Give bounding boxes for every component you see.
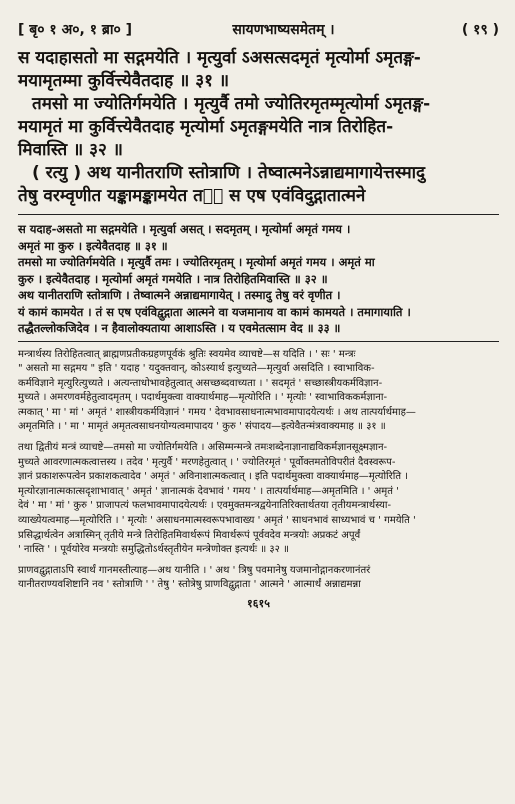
divider (18, 341, 499, 342)
divider (18, 214, 499, 215)
commentary-line: व्याख्येयत्वमाह—मृत्योरिति । ' मृत्योः ' असाधनमात्मस्वरूपभावाख्य ' अमृतं ' साधनभावं साध्यभावं च ' गमयेति ' (18, 515, 416, 527)
pada-line: यं कामं कामयेत । तं स एष एवंविद्वुद्गाता आत्मने वा यजमानाय वा कामं कामयते । तमागायाति । (18, 304, 411, 319)
pada-line: कुरु । इत्येवैतदाह । मृत्योर्मा अमृतं गमयेति । नात्र तिरोहितमिवास्ति ॥ ३२ ॥ (18, 271, 328, 286)
commentary (18, 348, 499, 594)
commentary-line: त्मकात् ' मा ' मां ' अमृतं ' शास्त्रीयकर्मविज्ञानं ' गमय ' देवभावसाधनात्मभावमापादयेत्यर्थः । अथ तात्पर्यार्थमाह— (18, 406, 416, 418)
commentary-line: कर्मविज्ञाने मृत्युरित्युच्यते । अत्यन्ताधोभावहेतुत्वात् असच्छब्दवाच्यता । ' सदमृतं ' सच्छास्त्रीयकर्मविज्ञान- (18, 377, 383, 389)
page-footer-number: १६१५ (247, 597, 270, 610)
commentary-line: ' नास्ति ' । पूर्वयोरेव मन्त्रयोः समुद्धितोऽर्थस्तृतीयेन मन्त्रेणोक्त इत्यर्थः ॥ ३२ ॥ (18, 544, 289, 556)
page-header (18, 20, 499, 39)
commentary-line: यानीतराण्यवशिष्टानि नव ' स्तोत्राणि ' ' तेषु ' स्तोत्रेषु प्राणविद्वुद्गाता ' आत्मने ' आत्मार्थं अन्नाद्यमन्ना (18, 579, 361, 591)
mantra-line: मयामृतं मा कुर्वित्त्येवैतदाह मृत्योर्मा ऽमृतङ्गमयेति नात्र तिरोहित- (18, 117, 394, 137)
mantra-text (18, 47, 499, 208)
pada-text (18, 221, 499, 337)
mantra-line: तेषु वरम्वृणीत यङ्कामङ्कामयेत तᳩँ स एष एवंविदुद्गातात्मने (18, 186, 366, 206)
pada-line: तमसो मा ज्योतिर्गमयेति । मृत्युर्वै तमः । ज्योतिरमृतम् । मृत्योर्मा अमृतं गमय । अमृतं मा (18, 255, 375, 269)
commentary-line: तथा द्वितीयं मन्त्रं व्याचष्टे—तमसो मा ज्योतिर्गमयेति । असिम्मन्मन्त्रे तमःशब्देनाज्ञानाद्यविकर्मज्ञानसूक्ष्मज्ञान- (18, 442, 388, 454)
mantra-line: मयामृतम्मा कुर्वित्त्येवैतदाह ॥ ३१ ॥ (18, 71, 230, 91)
pada-line: तद्धैतल्लोकजिदेव । न हैवालोक्यताया आशाऽस्ति । य एवमेतत्साम वेद ॥ ३३ ॥ (18, 321, 341, 335)
mantra-line: ( रत्यु ) अथ यानीतराणि स्तोत्राणि । तेष्वात्मनेऽन्नाद्यमागायेत्तस्मादु (32, 163, 426, 183)
pada-line: स यदाह-असतो मा सद्गमयेति । मृत्युर्वा असत् । सदमृतम् । मृत्योर्मा अमृतं गमय । (18, 222, 351, 236)
commentary-line: प्रसिद्धार्थत्वेन अत्रास्मिन् तृतीये मन्त्रे तिरोहितमिवार्थरूपं मिवार्थरूपं पूर्ववदेव मन्त्रयोः अप्रकटं अपूर्वं (18, 529, 361, 541)
commentary-line: मुच्यते आवरणात्मकत्वात्तस्य । तदेव ' मृत्युर्वै ' मरणहेतुत्वात् । ' ज्योतिरमृतं ' पूर्वोक्तमतोविपरीतं दैवस्वरूप- (18, 456, 396, 468)
commentary-line: देवं ' मा ' मां ' कुरु ' प्राजापत्यं फलभावमापादयेत्यर्थः । एवमुक्तमन्त्रद्वयेनातिरिक्तार्थतया तृतीयमन्त्रार्थस्या- (18, 500, 392, 512)
commentary-line: प्राणवद्वुद्गाताऽपि स्वार्थं गानमस्तीत्याह—अथ यानीति । ' अथ ' त्रिषु पवमानेषु यजमानोद्गानकरणानंतरं (18, 564, 371, 576)
commentary-line: " असतो मा सद्गमय " इति ' यदाह ' यदुक्तवान्, कोऽस्यार्थ इत्युच्यते—मृत्युर्वा असदिति । स्वाभाविक- (18, 363, 375, 375)
mantra-line: तमसो मा ज्योतिर्गमयेति । मृत्युर्वै तमो ज्योतिरमृतम्मृत्योर्मा ऽमृतङ्ग- (32, 94, 431, 114)
page-number: ( १९ ) (461, 22, 499, 38)
pada-line: अमृतं मा कुरु । इत्येवैतदाह ॥ ३१ ॥ (18, 238, 168, 253)
mantra-line: स यदाहासतो मा सद्गमयेति । मृत्युर्वा ऽअसत्सदमृतं मृत्योर्मा ऽमृतङ्ग- (18, 48, 421, 68)
commentary-line: अमृतमिति । ' मा ' मामृतं अमृतत्वसाधनयोग्यत्वमापादय ' कुरु ' संपादय—इत्येवैतन्मंत्रवाक्यमाह ॥ ३१ ॥ (18, 421, 386, 433)
chapter-reference: [ बृ० १ अ०, १ ब्रा० ] (18, 22, 133, 38)
commentary-line: ज्ञानं प्रकाशरूपत्वेन प्रकाशकत्वादेव ' अमृतं ' अविनाशात्मकत्वात् । इति पदार्थमुक्त्वा वाक्यार्थमाह—मृत्योरिति । (18, 471, 408, 483)
pada-line: अथ यानीतराणि स्तोत्राणि । तेष्वात्मने अन्नाद्यमागायेत् । तस्मादु तेषु वरं वृणीत । (18, 288, 341, 302)
mantra-line: मिवास्ति ॥ ३२ ॥ (18, 140, 123, 160)
running-title: सायणभाष्यसमेतम् । (232, 22, 335, 38)
commentary-line: मन्त्रार्थस्य तिरोहितत्वात् ब्राह्मणप्रतीकग्रहणपूर्वकं श्रुतिः स्वयमेव व्याचष्टे—स यदिति । ' सः ' मन्त्रः (18, 348, 356, 360)
commentary-line: मुच्यते । अमरणवर्महेतुत्वादमृतम् । पदार्थमुक्त्वा वाक्यार्थमाह—मृत्योरिति । ' मृत्योः ' स्वाभाविककर्मज्ञाना- (18, 392, 388, 404)
commentary-line: मृत्योरज्ञानात्मकात्सदृशाभावात् ' अमृतं ' ज्ञानात्मकं देवभावं ' गमय ' । तात्पर्यार्थमाह—अमृतमिति । ' अमृतं ' (18, 485, 399, 497)
